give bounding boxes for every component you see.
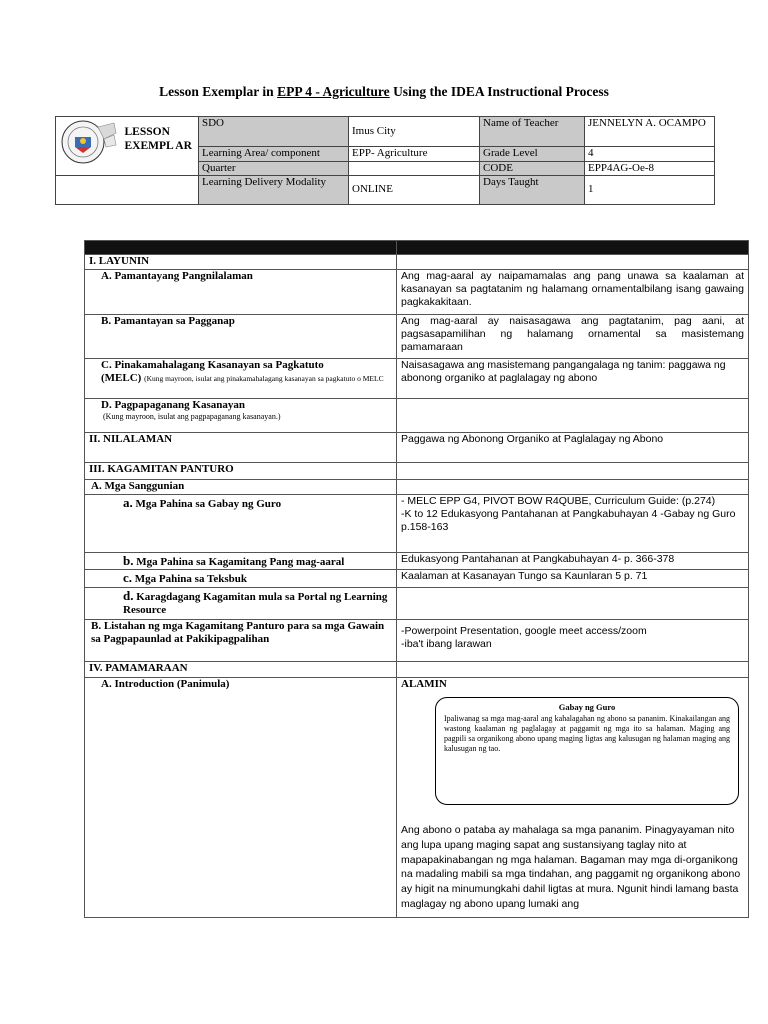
header-empty-cell [56,176,199,205]
grade-level-label: Grade Level [480,147,585,162]
pamantayan-sa-pagganap-value: Ang mag-aaral ay naisasagawa ang pagtatanim, pag aani, at pagsasapamilihan ng halamang ornamental sa masistemang pamamaraan [397,315,749,359]
gabay-guro-label: Mga Pahina sa Gabay ng Guro [135,498,282,510]
portal-cell [85,587,397,619]
table-row [85,359,749,399]
pamamaraan-heading: IV. PAMAMARAAN [85,661,397,677]
gabay-ng-guro-text: Ipaliwanag sa mga mag-aaral ang kahalagahan ng abono sa pananim. Kinakailangan ang wastong kaalaman ng paglalagay at paggamit ng mga ito sa halaman. Maging ang pagpili sa organikong abono upang maging ligtas ang kalusugan ng halaman maging ang kalusugan ng tao. [444,713,730,753]
modality-value: ONLINE [349,176,480,205]
listahan-value-cell [397,619,749,661]
learning-area-value: EPP- Agriculture [349,147,480,162]
sdo-label: SDO [199,117,349,147]
learning-area-label: Learning Area/ component [199,147,349,162]
gabay-guro-marker: a. [123,495,133,510]
modality-label: Learning Delivery Modality [199,176,349,205]
title-suffix: Using the IDEA Instructional Process [389,84,609,99]
pagpapaganang-kasanayan-note: (Kung mayroon, isulat ang pagpapaganang kasanayan.) [103,412,281,422]
lesson-plan-table [84,240,749,918]
grade-level-value: 4 [585,147,715,162]
table-row [85,677,749,917]
title-subject: EPP 4 - Agriculture [277,84,390,99]
code-label: CODE [480,161,585,176]
introduction-paragraph: Ang abono o pataba ay mahalaga sa mga pananim. Pinagyayaman nito ang lupa upang maging sapat ang sustansiyang taglay nito at mapapakinabangan ng mga halaman. Bagaman may mga di-organikong na madaling mabili sa mga tindahan, ang paggamit ng organikong abono ay higit na minumungkahi dahil ligtas at mura. Ngunit hindi lamang basta maglagay ng abono upang lumaki ang [401,824,741,910]
sanggunian-heading: A. Mga Sanggunian [85,480,397,495]
table-row [85,255,749,270]
listahan-value-1: -Powerpoint Presentation, google meet access/zoom [401,624,647,637]
title-prefix: Lesson Exemplar in [159,84,278,99]
days-taught-label: Days Taught [480,176,585,205]
table-header-bar [85,241,749,255]
pagpapaganang-kasanayan-cell [85,399,397,433]
document-title [0,84,768,100]
deped-seal-icon [58,119,120,165]
table-row [85,619,749,661]
alamin-heading: ALAMIN [401,677,447,690]
gabay-guro-value-2: -K to 12 Edukasyong Pantahanan at Pangkabuhayan 4 -Gabay ng Guro p.158-163 [401,507,736,533]
portal-label: Karagdagang Kagamitan mula sa Portal ng Learning Resource [123,590,388,617]
gabay-guro-value-1: - MELC EPP G4, PIVOT BOW R4QUBE, Curriculum Guide: (p.274) [401,495,716,507]
nilalaman-value: Paggawa ng Abonong Organiko at Paglalagay ng Abono [397,433,749,463]
melc-note: (Kung mayroon, isulat ang pinakamahalagang kasanayan sa pagkatuto o MELC [144,374,384,384]
lesson-header-table [55,116,715,205]
sdo-value: Imus City [349,117,480,147]
pamantayang-pangnilalaman-value: Ang mag-aaral ay naipamamalas ang pang unawa sa kaalaman at kasanayan sa pagtatanim ng halamang ornamentalbilang isang gawaing pagkakakitaan. [397,270,749,315]
gabay-guro-value-cell [397,495,749,553]
table-row [85,495,749,553]
teacher-value: JENNELYN A. OCAMPO [585,117,715,147]
table-row [85,553,749,570]
kagamitang-mag-aaral-marker: b. [123,553,134,568]
teksbuk-value: Kaalaman at Kasanayan Tungo sa Kaunlaran 5 p. 71 [397,570,749,587]
pamantayan-sa-pagganap-label: B. Pamantayan sa Pagganap [85,315,397,359]
portal-marker: d. [123,587,134,603]
introduction-label: A. Introduction (Panimula) [85,677,397,917]
table-row [85,270,749,315]
kagamitang-mag-aaral-label: Mga Pahina sa Kagamitang Pang mag-aaral [136,556,345,568]
melc-cell [85,359,397,399]
layunin-heading: I. LAYUNIN [85,255,397,270]
table-row [85,570,749,587]
listahan-label: B. Listahan ng mga Kagamitang Panturo para sa mga Gawain sa Pagpapaunlad at Pakikipagpalihan [85,619,397,661]
table-row [85,315,749,359]
table-row [85,463,749,480]
kagamitang-mag-aaral-value: Edukasyong Pantahanan at Pangkabuhayan 4- p. 366-378 [397,553,749,570]
table-row [85,433,749,463]
code-value: EPP4AG-Oe-8 [585,161,715,176]
teksbuk-marker: c. [123,570,133,586]
table-row [85,399,749,433]
kagamitan-heading: III. KAGAMITAN PANTURO [85,463,397,480]
pagpapaganang-kasanayan-value [397,399,749,433]
gabay-ng-guro-box [435,697,739,805]
listahan-value-2: -iba't ibang larawan [401,637,492,650]
kagamitang-mag-aaral-cell [85,553,397,570]
days-taught-value: 1 [585,176,715,205]
melc-value: Naisasagawa ang masistemang pangangalaga ng tanim: paggawa ng abonong organiko at paglalagay ng abono [397,359,749,399]
table-row [85,480,749,495]
gabay-ng-guro-title: Gabay ng Guro [558,702,616,713]
teacher-label: Name of Teacher [480,117,585,147]
pagpapaganang-kasanayan-label: D. Pagpapaganang Kasanayan [101,399,245,411]
nilalaman-label: II. NILALAMAN [85,433,397,463]
teksbuk-cell [85,570,397,587]
melc-label: C. Pinakamahalagang Kasanayan sa Pagkatuto [101,359,324,371]
melc-label-2: (MELC) [101,372,142,385]
logo-cell [56,117,122,176]
quarter-value [349,161,480,176]
quarter-label: Quarter [199,161,349,176]
portal-value [397,587,749,619]
lesson-exemplar-label: LESSON EXEMPL AR [122,117,199,176]
table-row [85,661,749,677]
teksbuk-label: Mga Pahina sa Teksbuk [134,573,247,586]
table-row [85,587,749,619]
gabay-guro-cell [85,495,397,553]
introduction-content [397,677,749,917]
pamantayang-pangnilalaman-label: A. Pamantayang Pangnilalaman [85,270,397,315]
